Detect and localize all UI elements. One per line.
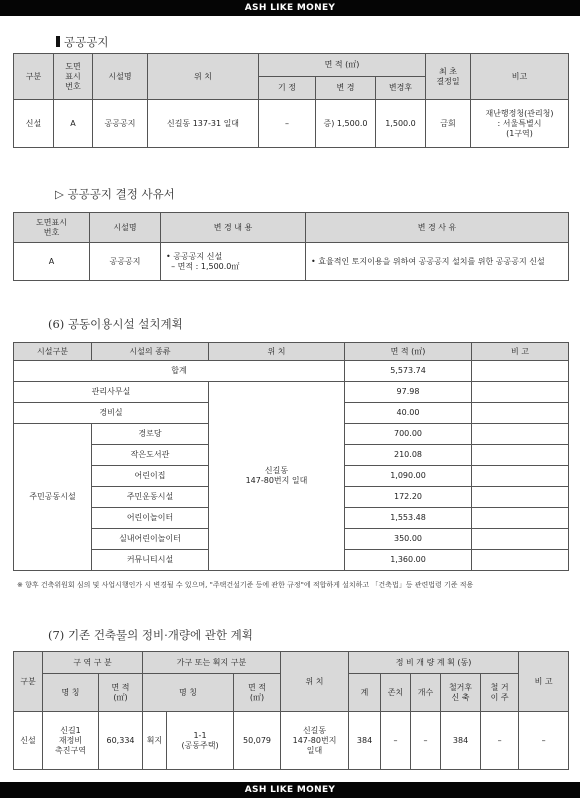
table-row <box>14 361 569 382</box>
cell-note <box>472 403 569 424</box>
header-change-reason: 변 경 사 유 <box>306 213 569 243</box>
header-plan-remove: 철 거 이 주 <box>481 674 519 712</box>
header-location: 위 치 <box>209 343 345 361</box>
cell-item-area: 350.00 <box>345 529 472 550</box>
cell-facility-name: 공공공지 <box>93 100 148 148</box>
cell-note <box>472 487 569 508</box>
header-plan-rebuild: 철거후 신 축 <box>441 674 481 712</box>
cell-group-label: 주민공동시설 <box>14 424 92 571</box>
table-row <box>14 100 569 148</box>
header-zone-area: 면 적 (㎡) <box>99 674 143 712</box>
cell-block-area: 50,079 <box>234 712 281 770</box>
cell-plan-rebuild: 384 <box>441 712 481 770</box>
header-area-change: 변 경 <box>316 77 376 100</box>
cell-item-name: 작은도서관 <box>92 445 209 466</box>
cell-gubun: 신설 <box>14 712 43 770</box>
table-row <box>14 243 569 281</box>
cell-item-area: 172.20 <box>345 487 472 508</box>
cell-note <box>472 445 569 466</box>
header-facility-name: 시설명 <box>90 213 161 243</box>
header-plan-keep: 존치 <box>381 674 411 712</box>
header-facility-type: 시설의 종류 <box>92 343 209 361</box>
header-facility-name: 시설명 <box>93 54 148 100</box>
header-block: 가구 또는 획지 구분 <box>143 652 281 674</box>
public-space-table <box>13 53 569 148</box>
cell-office-area: 97.98 <box>345 382 472 403</box>
cell-office-label: 관리사무실 <box>14 382 209 403</box>
cell-zone-area: 60,334 <box>99 712 143 770</box>
header-note: 비 고 <box>472 343 569 361</box>
header-location: 위 치 <box>148 54 259 100</box>
section-title-shared-facilities: (6) 공동이용시설 설치계획 <box>48 317 183 331</box>
cell-note <box>472 550 569 571</box>
cell-area-change: 증) 1,500.0 <box>316 100 376 148</box>
cell-zone-name: 신길1 재정비 촉진구역 <box>43 712 99 770</box>
section-title-decision-reason: ▷ 공공공지 결정 사유서 <box>55 187 175 201</box>
cell-plan-keep: – <box>381 712 411 770</box>
cell-area-existing: – <box>259 100 316 148</box>
header-block-name: 명 칭 <box>143 674 234 712</box>
header-zone-name: 명 칭 <box>43 674 99 712</box>
cell-guard-area: 40.00 <box>345 403 472 424</box>
cell-area-after: 1,500.0 <box>376 100 426 148</box>
cell-map-number: A <box>14 243 90 281</box>
cell-map-number: A <box>54 100 93 148</box>
cell-item-name: 어린이집 <box>92 466 209 487</box>
header-block-area: 면 적 (㎡) <box>234 674 281 712</box>
section-title-public-space: 공공공지 <box>56 34 108 50</box>
cell-block-name: 1-1 (공동주택) <box>167 712 234 770</box>
decision-reason-table <box>13 212 569 281</box>
cell-location: 신길동 147-80번지 일대 <box>281 712 349 770</box>
cell-item-name: 주민운동시설 <box>92 487 209 508</box>
header-gubun: 구분 <box>14 652 43 712</box>
header-note: 비고 <box>471 54 569 100</box>
cell-change-content: • 공공공지 신설 – 면적 : 1,500.0㎡ <box>161 243 306 281</box>
cell-guard-label: 경비실 <box>14 403 209 424</box>
cell-note <box>472 361 569 382</box>
cell-item-name: 어린이놀이터 <box>92 508 209 529</box>
cell-gubun: 신설 <box>14 100 54 148</box>
cell-total-label: 합계 <box>14 361 345 382</box>
header-note: 비 고 <box>519 652 569 712</box>
header-plan: 정 비 개 량 계 획 (동) <box>349 652 519 674</box>
header-facility-category: 시설구분 <box>14 343 92 361</box>
shared-facilities-table <box>13 342 569 571</box>
cell-plan-total: 384 <box>349 712 381 770</box>
cell-item-area: 1,360.00 <box>345 550 472 571</box>
cell-item-name: 실내어린이놀이터 <box>92 529 209 550</box>
bottom-banner: ASH LIKE MONEY <box>0 782 580 798</box>
cell-location: 신길동 137-31 일대 <box>148 100 259 148</box>
cell-item-area: 210.08 <box>345 445 472 466</box>
table-row <box>14 382 569 403</box>
header-area-existing: 기 정 <box>259 77 316 100</box>
header-location: 위 치 <box>281 652 349 712</box>
header-area: 면 적 (㎡) <box>259 54 426 77</box>
cell-item-name: 커뮤니티시설 <box>92 550 209 571</box>
header-zone: 구 역 구 분 <box>43 652 143 674</box>
cell-note: – <box>519 712 569 770</box>
cell-item-area: 700.00 <box>345 424 472 445</box>
square-bullet-icon <box>56 36 60 47</box>
cell-note <box>472 508 569 529</box>
cell-block-type: 획지 <box>143 712 167 770</box>
cell-note <box>472 529 569 550</box>
header-area-after: 변경후 <box>376 77 426 100</box>
header-change-content: 변 경 내 용 <box>161 213 306 243</box>
footnote: ※ 향후 건축위원회 심의 및 사업시행인가 시 변경될 수 있으며, "주택건설기준 등에 관한 규정"에 적합하게 설치하고 「건축법」등 관련법령 기준 적용 <box>17 581 474 589</box>
cell-note <box>472 466 569 487</box>
cell-item-name: 경로당 <box>92 424 209 445</box>
cell-plan-remove: – <box>481 712 519 770</box>
cell-plan-improve: – <box>411 712 441 770</box>
table-row <box>14 712 569 770</box>
top-banner: ASH LIKE MONEY <box>0 0 580 16</box>
header-map-number: 도면표시 번호 <box>14 213 90 243</box>
cell-note: 재난행정청(관리청) : 서울특별시 (1구역) <box>471 100 569 148</box>
header-map-number: 도면 표시 번호 <box>54 54 93 100</box>
cell-first-decision: 금회 <box>426 100 471 148</box>
section-title-building-improvement: (7) 기존 건축물의 정비·개량에 관한 계획 <box>48 628 253 642</box>
header-first-decision: 최 초 결정일 <box>426 54 471 100</box>
header-gubun: 구분 <box>14 54 54 100</box>
header-area: 면 적 (㎡) <box>345 343 472 361</box>
header-plan-total: 계 <box>349 674 381 712</box>
building-improvement-table <box>13 651 569 770</box>
cell-note <box>472 424 569 445</box>
header-plan-improve: 개수 <box>411 674 441 712</box>
cell-location: 신길동 147-80번지 일대 <box>209 382 345 571</box>
cell-facility-name: 공공공지 <box>90 243 161 281</box>
cell-item-area: 1,090.00 <box>345 466 472 487</box>
cell-item-area: 1,553.48 <box>345 508 472 529</box>
cell-total-area: 5,573.74 <box>345 361 472 382</box>
cell-note <box>472 382 569 403</box>
cell-change-reason: • 효율적인 토지이용을 위하여 공공공지 설치를 위한 공공공지 신설 <box>306 243 569 281</box>
